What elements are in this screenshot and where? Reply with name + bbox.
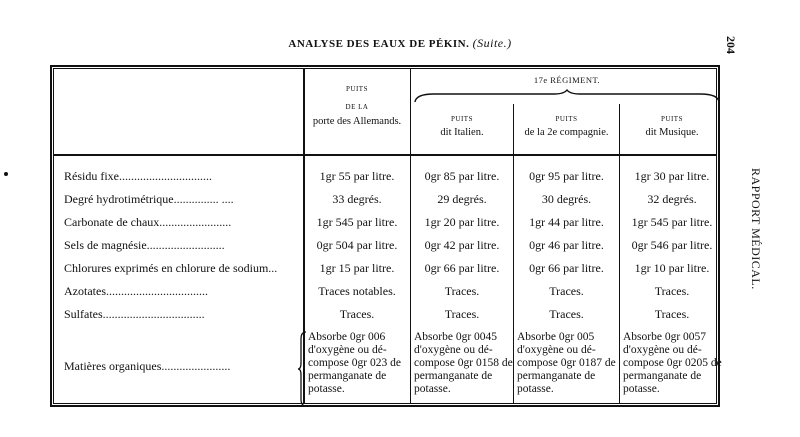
table-cell: 0gr 504 par litre.: [316, 238, 398, 252]
title-text: ANALYSE DES EAUX DE PÉKIN.: [288, 38, 470, 50]
row-label: Azotates..................................: [64, 284, 208, 298]
table-cell: Traces.: [339, 307, 375, 321]
table-row: [54, 281, 716, 304]
col-header-line: PUITS: [661, 115, 683, 123]
margin-mark: [4, 172, 8, 176]
table-row: [54, 235, 716, 258]
row-label-organic: Matières organiques.......................: [64, 359, 231, 373]
table-cell: 30 degrés.: [541, 192, 592, 206]
col-header-2e-compagnie: [514, 113, 619, 139]
col-header-musique: [620, 113, 724, 139]
organic-cell: Absorbe 0gr 005 d'oxygène ou dé- compose 0gr 0187 de permanganate de potasse.: [517, 331, 616, 395]
col-header-line: dit Musique.: [645, 127, 699, 138]
table-cell: 1gr 44 par litre.: [529, 215, 604, 229]
table-cell: Traces notables.: [318, 284, 396, 298]
table-cell: 0gr 546 par litre.: [631, 238, 713, 252]
table-cell: Traces.: [549, 307, 584, 321]
col-header-line: PUITS: [555, 115, 578, 123]
table-cell: 1gr 20 par litre.: [424, 215, 500, 229]
table-cell: 32 degrés.: [647, 192, 697, 206]
col-header-line: PUITS: [451, 115, 473, 123]
row-label: Résidu fixe...............................: [64, 169, 212, 183]
table-cell: 1gr 545 par litre.: [631, 215, 713, 229]
table-cell: 1gr 15 par litre.: [319, 261, 395, 275]
page-title: [0, 36, 800, 51]
organic-cell: Absorbe 0gr 0045 d'oxygène ou dé- compose 0gr 0158 de permanganate de potasse.: [414, 331, 513, 395]
table-cell: 0gr 46 par litre.: [529, 238, 604, 252]
regiment-brace: [414, 89, 720, 103]
analysis-table: [50, 65, 720, 407]
table-cell: 0gr 85 par litre.: [424, 169, 500, 183]
organic-cell: Absorbe 0gr 0057 d'oxygène ou dé- compose 0gr 0205 de permanganate de potasse.: [623, 331, 722, 395]
row-label: Sulfates..................................: [64, 307, 205, 321]
col-header-line: dit Italien.: [440, 127, 484, 138]
table-cell: 0gr 95 par litre.: [529, 169, 604, 183]
table-cell: Traces.: [654, 284, 690, 298]
table-cell: 0gr 42 par litre.: [424, 238, 500, 252]
table-cell: Traces.: [444, 284, 480, 298]
row-label: Degré hydrotimétrique............... ....: [64, 192, 234, 206]
table-row: [54, 189, 716, 212]
table-cell: 1gr 55 par litre.: [319, 169, 395, 183]
table-cell: Traces.: [654, 307, 690, 321]
table-cell: 33 degrés.: [332, 192, 382, 206]
row-label: Carbonate de chaux........................: [64, 215, 232, 229]
col-header-line: PUITS: [346, 85, 368, 93]
table-row: [54, 258, 716, 281]
table-cell: 1gr 30 par litre.: [634, 169, 710, 183]
title-suite: (Suite.): [472, 36, 512, 50]
table-cell: 0gr 66 par litre.: [424, 261, 500, 275]
col-header-line: DE LA: [345, 103, 369, 111]
organic-cell: Absorbe 0gr 006 d'oxygène ou dé- compose 0gr 023 de permanganate de potasse.: [308, 331, 401, 395]
col-header-line: de la 2e compagnie.: [524, 127, 609, 138]
running-head-vertical: RAPPORT MÉDICAL.: [749, 168, 763, 290]
table-cell: Traces.: [444, 307, 480, 321]
table-row: [54, 212, 716, 235]
col-header-line: porte des Allemands.: [312, 116, 402, 127]
row-label: Chlorures exprimés en chlorure de sodium...: [64, 261, 278, 275]
table-inner-border: [53, 68, 722, 404]
table-row: [54, 166, 716, 189]
row-label: Sels de magnésie..........................: [64, 238, 225, 252]
table-cell: 29 degrés.: [437, 192, 487, 206]
table-cell: Traces.: [549, 284, 584, 298]
table-cell: 1gr 10 par litre.: [634, 261, 710, 275]
table-row: [54, 304, 716, 327]
col-header-italien: [411, 113, 513, 139]
table-cell: 1gr 545 par litre.: [316, 215, 398, 229]
table-cell: 0gr 66 par litre.: [529, 261, 604, 275]
page-number: 204: [724, 36, 738, 54]
col-header-porte-allemands: [304, 83, 410, 128]
organic-brace: [297, 331, 307, 407]
regiment-header: 17e RÉGIMENT.: [533, 75, 601, 85]
header-rule: [54, 154, 716, 156]
